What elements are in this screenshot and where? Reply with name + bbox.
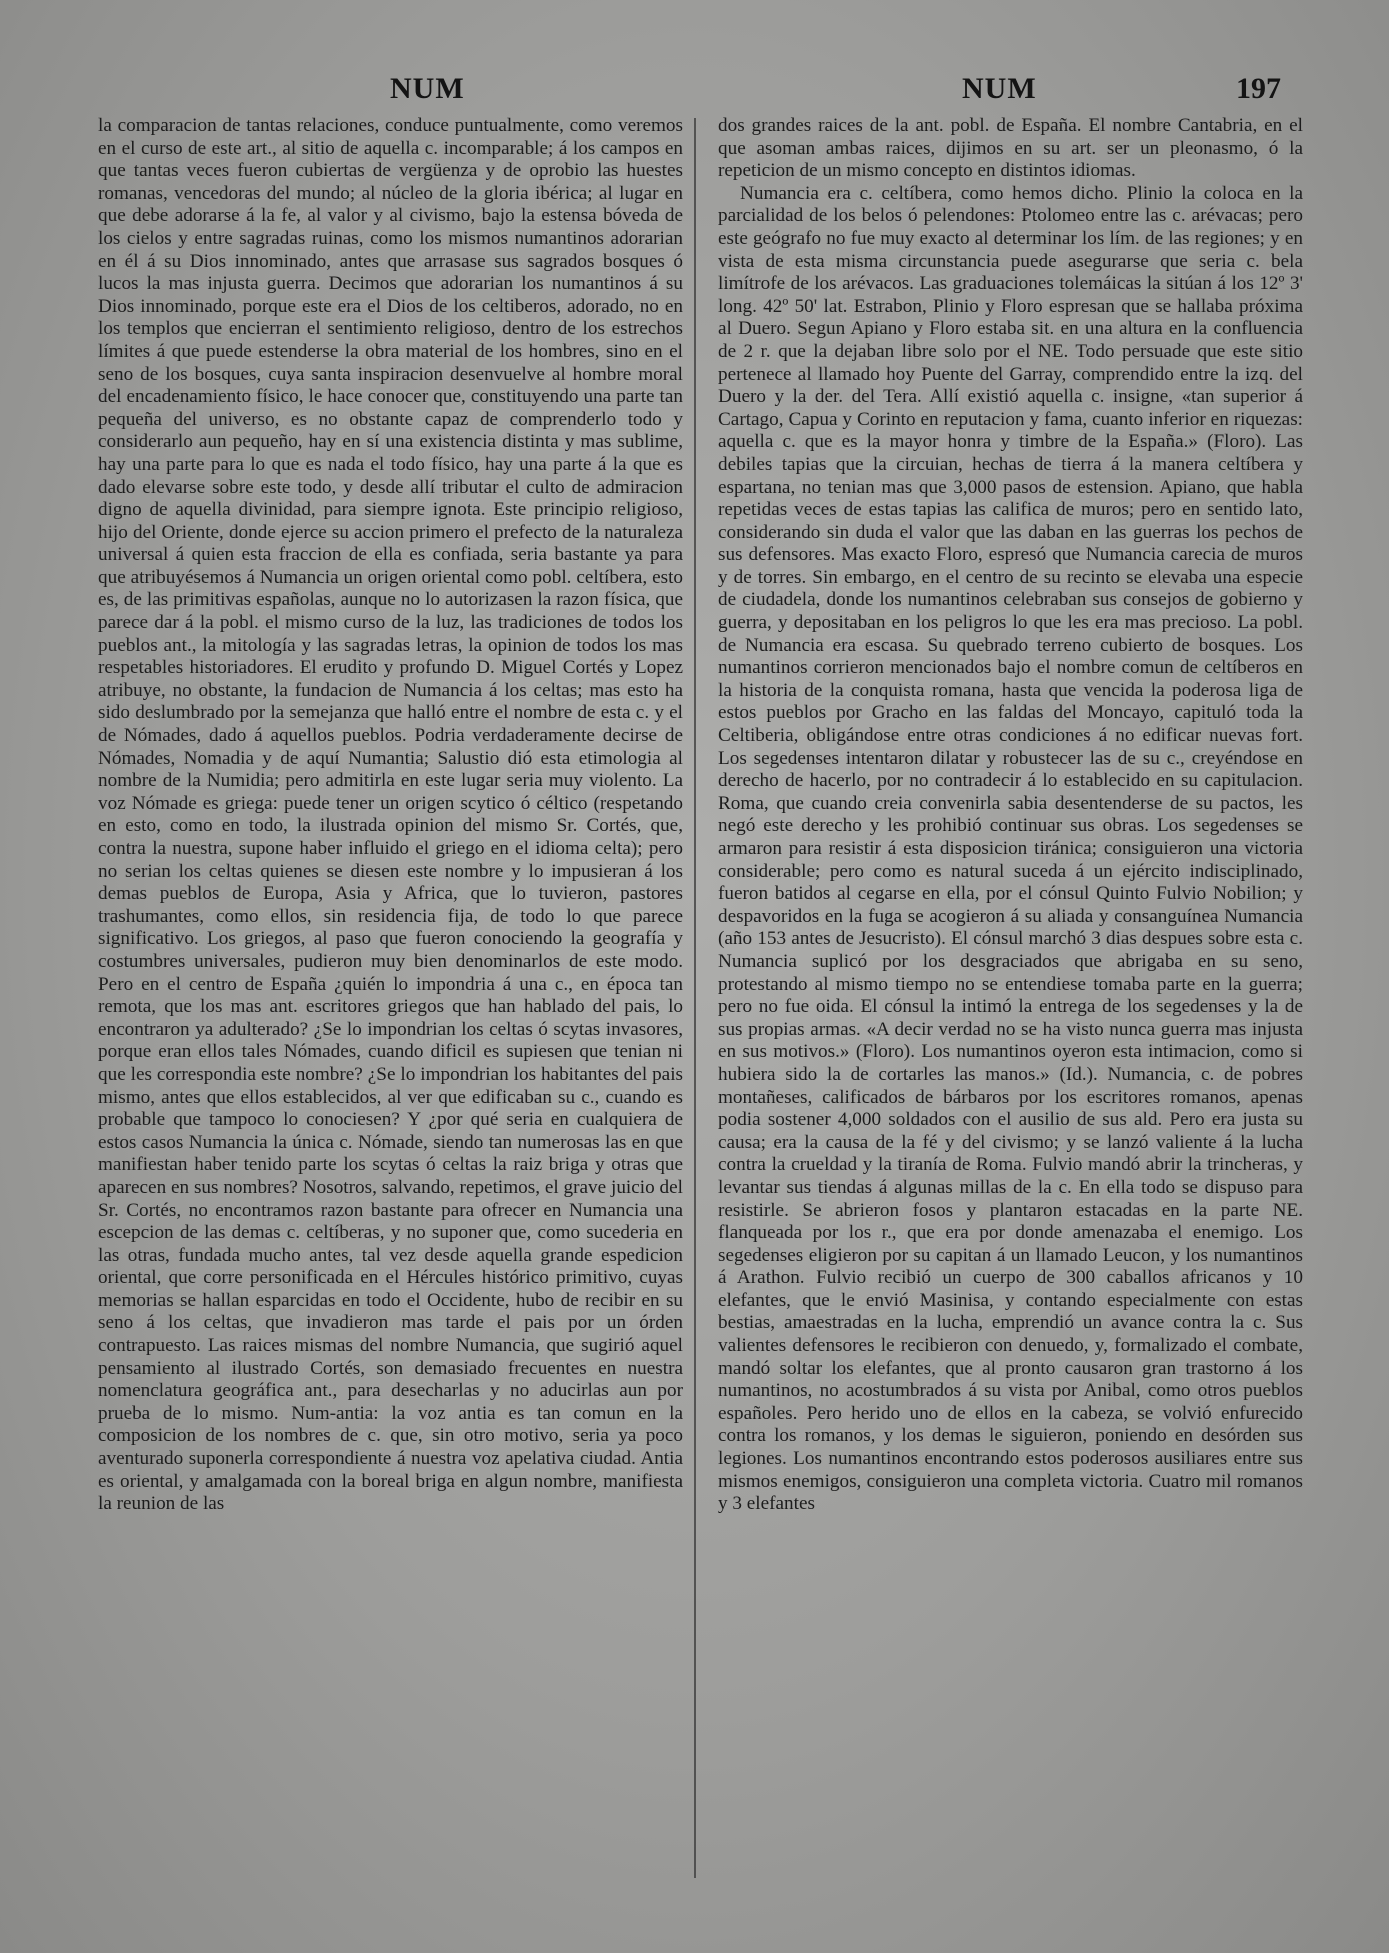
right-text-column: [718, 115, 1303, 1516]
paragraph: la comparacion de tantas relaciones, conduce puntualmente, como veremos en el curso de este art., al sitio de aquella c. incomparable; á los campos en que tantas veces fueron cubiertas de vergüenza y de oprobio las huestes romanas, vencedoras del mundo; al núcleo de la gloria ibérica; al lugar en que debe adorarse á la fe, al valor y al civismo, bajo la estensa bóveda de los cielos y entre sagradas ruinas, como los mismos numantinos adorarian en él á su Dios innominado, antes que arrasase sus sagrados bosques ó lucos la mas injusta guerra. Decimos que adorarian los numantinos á su Dios innominado, porque este era el Dios de los celtiberos, adorado, no en los templos que encierran el sentimiento religioso, dentro de los estrechos límites á que puede estenderse la obra material de los hombres, sino en el seno de los bosques, cuya santa inspiracion desenvuelve al hombre moral del encadenamiento físico, le hace conocer que, constituyendo una parte tan pequeña del universo, es no obstante capaz de comprenderlo todo y considerarlo aun pequeño, hay en sí una existencia distinta y mas sublime, hay una parte para lo que es nada el todo físico, hay una parte á la que es dado elevarse sobre este todo, y desde allí tributar el culto de admiracion digno de aquella divinidad, para siempre ignota. Este principio religioso, hijo del Oriente, donde ejerce su accion primero el prefecto de la naturaleza universal á quien esta fraccion de ella es confiada, seria bastante ya para que atribuyésemos á Numancia un origen oriental como pobl. celtíbera, esto es, de las primitivas españolas, aunque no lo autorizasen la razon física, que parece dar á la pobl. el mismo curso de la luz, las tradiciones de todos los pueblos ant., la mitología y las sagradas letras, la opinion de todos los mas respetables historiadores. El erudito y profundo D. Miguel Cortés y Lopez atribuye, no obstante, la fundacion de Numancia á los celtas; mas esto ha sido deslumbrado por la semejanza que halló entre el nombre de esta c. y el de Nómades, dado á aquellos pueblos. Podria verdaderamente decirse de Nómades, Nomadia y de aquí Numantia; Salustio dió esta etimologia al nombre de la Numidia; pero admitirla en este lugar seria muy violento. La voz Nómade es griega: puede tener un origen scytico ó céltico (respetando en esto, como en todo, la ilustrada opinion del mismo Sr. Cortés, que, contra la nuestra, supone haber influido el griego en el idioma celta); pero no serian los celtas quienes se diesen este nombre y lo impusieran á los demas pueblos de Europa, Asia y Africa, que lo tuvieron, pastores trashumantes, como ellos, sin residencia fija, de todo lo que parece significativo. Los griegos, al paso que fueron conociendo la geografía y costumbres universales, pudieron muy bien denominarlos de este modo. Pero en el centro de España ¿quién lo impondria á una c., en época tan remota, que los mas ant. escritores griegos que han hablado del pais, lo encontraron ya adulterado? ¿Se lo impondrian los celtas ó scytas invasores, porque eran ellos tales Nómades, cuando dificil es supiesen que tenian ni que les correspondia este nombre? ¿Se lo impondrian los habitantes del pais mismo, antes que ellos establecidos, al ver que edificaban su c., cuando es probable que tampoco lo conociesen? Y ¿por qué seria en cualquiera de estos casos Numancia la única c. Nómade, siendo tan numerosas las en que manifiestan haber tenido parte los scytas ó celtas la raiz briga y otras que aparecen en sus nombres? Nosotros, salvando, repetimos, el grave juicio del Sr. Cortés, no encontramos razon bastante para ofrecer en Numancia una escepcion de las demas c. celtíberas, y no suponer que, como sucederia en las otras, fundada mucho antes, tal vez desde aquella grande espedicion oriental, que corre personificada en el Hércules histórico primitivo, cuyas memorias se hallan esparcidas en todo el Occidente, hubo de recibir en su seno á los celtas, que invadieron mas tarde el pais por un órden contrapuesto. Las raices mismas del nombre Numancia, que sugirió aquel pensamiento al ilustrado Cortés, son demasiado frecuentes en nuestra nomenclatura geográfica ant., para desecharlas y no aducirlas aun por prueba de lo mismo. Num-antia: la voz antia es tan comun en la composicion de los nombres de c. que, sin otro motivo, seria ya poco aventurado suponerla correspondiente á nuestra voz apelativa ciudad. Antia es oriental, y amalgamada con la boreal briga en algun nombre, manifiesta la reunion de las: [98, 115, 683, 1515]
running-head-left: NUM: [390, 72, 465, 105]
left-text-column: [98, 115, 683, 1516]
running-head-right: NUM: [962, 72, 1037, 105]
paragraph: Numancia era c. celtíbera, como hemos dicho. Plinio la coloca en la parcialidad de los belos ó pelendones: Ptolomeo entre las c. arévacas; pero este geógrafo no fue muy exacto al determinar los lím. de las regiones; y en vista de esta misma circunstancia puede asegurarse que seria c. bela limítrofe de los arévacos. Las graduaciones tolemáicas la sitúan á los 12º 3' long. 42º 50' lat. Estrabon, Plinio y Floro espresan que se hallaba próxima al Duero. Segun Apiano y Floro estaba sit. en una altura en la confluencia de 2 r. que la dejaban libre solo por el NE. Todo persuade que este sitio pertenece al llamado hoy Puente del Garray, comprendido entre la izq. del Duero y la der. del Tera. Allí existió aquella c. insigne, «tan superior á Cartago, Capua y Corinto en reputacion y fama, cuanto inferior en riquezas: aquella c. que es la mayor honra y timbre de la España.» (Floro). Las debiles tapias que la circuian, hechas de tierra á la manera celtíbera y espartana, no tenian mas que 3,000 pasos de estension. Apiano, que habla repetidas veces de estas tapias las califica de muros; pero en sentido lato, considerando sin duda el valor que las daban en las guerras los pechos de sus defensores. Mas exacto Floro, espresó que Numancia carecia de muros y de torres. Sin embargo, en el centro de su recinto se elevaba una especie de ciudadela, donde los numantinos celebraban sus consejos de gobierno y guerra, y depositaban en los peligros lo que les era mas precioso. La pobl. de Numancia era escasa. Su quebrado terreno cubierto de bosques. Los numantinos corrieron mencionados bajo el nombre comun de celtíberos en la historia de la conquista romana, hasta que vencida la poderosa liga de estos pueblos por Gracho en las faldas del Moncayo, capituló toda la Celtiberia, obligándose entre otras condiciones á no edificar nuevas fort. Los segedenses intentaron dilatar y robustecer las de su c., creyéndose en derecho de hacerlo, por no contradecir á lo establecido en su capitulacion. Roma, que cuando creia convenirla sabia desentenderse de su pactos, les negó este derecho y les prohibió continuar sus obras. Los segedenses se armaron para resistir á esta disposicion tiránica; consiguieron una victoria considerable; pero como es natural suceda á un ejército indisciplinado, fueron batidos al cegarse en ella, por el cónsul Quinto Fulvio Nobilion; y despavoridos en la fuga se acogieron á su aliada y consanguínea Numancia (año 153 antes de Jesucristo). El cónsul marchó 3 dias despues sobre esta c. Numancia suplicó por los desgraciados que abrigaba en su seno, protestando al mismo tiempo no se entendiese tomaba parte en la guerra; pero no fue oida. El cónsul la intimó la entrega de los segedenses y la de sus propias armas. «A decir verdad no se ha visto nunca guerra mas injusta en sus motivos.» (Floro). Los numantinos oyeron esta intimacion, como si hubiera sido la de cortarles las manos.» (Id.). Numancia, c. de pobres montañeses, calificados de bárbaros por los escritores romanos, apenas podia sostener 4,000 soldados con el ausilio de sus ald. Pero era justa su causa; era la causa de la fé y del civismo; y se lanzó valiente á la lucha contra la crueldad y la tiranía de Roma. Fulvio mandó abrir la trincheras, y levantar sus tiendas á algunas millas de la c. En ella todo se dispuso para resistirle. Se abrieron fosos y plantaron estacadas en la parte NE. flanqueada por los r., que era por donde amenazaba el enemigo. Los segedenses eligieron por su capitan á un llamado Leucon, y los numantinos á Arathon. Fulvio recibió un cuerpo de 300 caballos africanos y 10 elefantes, que le envió Masinisa, y contando especialmente con estas bestias, amaestradas en la lucha, emprendió un avance contra la c. Sus valientes defensores le recibieron con denuedo, y, formalizado el combate, mandó soltar los elefantes, que al pronto causaron gran trastorno á los numantinos, no acostumbrados á su vista por Anibal, como otros pueblos españoles. Pero herido uno de ellos en la cabeza, se volvió enfurecido contra los romanos, y los demas le siguieron, poniendo en desórden sus legiones. Los numantinos encontrando estos poderosos ausiliares entre sus mismos enemigos, consiguieron una completa victoria. Cuatro mil romanos y 3 elefantes: [718, 182, 1303, 1515]
paragraph: dos grandes raices de la ant. pobl. de España. El nombre Cantabria, en el que asoman ambas raices, dijimos en su art. ser un pleonasmo, ó la repeticion de un mismo concepto en distintos idiomas.: [718, 115, 1303, 182]
column-divider: [694, 118, 696, 1878]
page-number: 197: [1236, 72, 1281, 105]
